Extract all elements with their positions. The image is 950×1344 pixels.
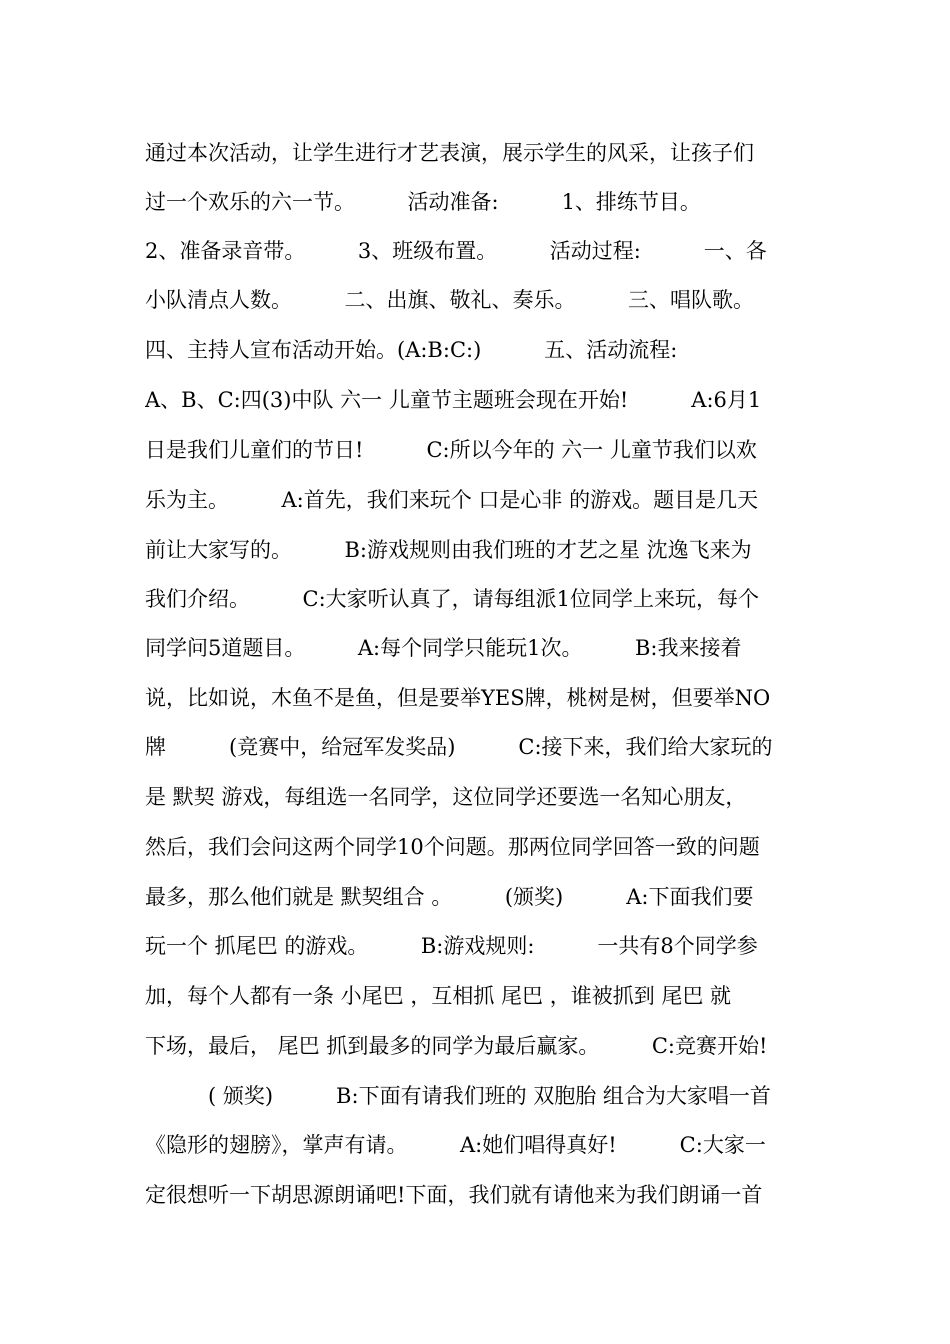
text-line: 我们介绍。 C:大家听认真了，请每组派1位同学上来玩，每个 bbox=[145, 587, 760, 611]
text-line: 说，比如说，木鱼不是鱼，但是要举YES牌，桃树是树，但要举NO bbox=[145, 686, 771, 710]
text-line: A、B、C:四(3)中队 六一 儿童节主题班会现在开始! A:6月1 bbox=[145, 388, 762, 412]
text-line: 小队清点人数。 二、出旗、敬礼、奏乐。 三、唱队歌。 bbox=[145, 288, 754, 312]
text-line: 日是我们儿童们的节日! C:所以今年的 六一 儿童节我们以欢 bbox=[145, 438, 757, 462]
text-line: 然后，我们会问这两个同学10个问题。那两位同学回答一致的问题 bbox=[145, 835, 760, 859]
text-line: 牌 (竞赛中，给冠军发奖品) C:接下来，我们给大家玩的 bbox=[145, 735, 773, 759]
text-line: 是 默契 游戏，每组选一名同学，这位同学还要选一名知心朋友， bbox=[145, 785, 747, 809]
text-line: ( 颁奖) B:下面有请我们班的 双胞胎 组合为大家唱一首 bbox=[145, 1084, 771, 1108]
text-line: 加，每个人都有一条 小尾巴 ，互相抓 尾巴 ，谁被抓到 尾巴 就 bbox=[145, 984, 732, 1008]
text-line: 乐为主。 A:首先，我们来玩个 口是心非 的游戏。题目是几天 bbox=[145, 488, 759, 512]
text-line: 2、准备录音带。 3、班级布置。 活动过程: 一、各 bbox=[145, 239, 767, 263]
text-line: 同学问5道题目。 A:每个同学只能玩1次。 B:我来接着 bbox=[145, 636, 742, 660]
text-line: 玩一个 抓尾巴 的游戏。 B:游戏规则: 一共有8个同学参 bbox=[145, 934, 758, 958]
text-line: 定很想听一下胡思源朗诵吧!下面，我们就有请他来为我们朗诵一首 bbox=[145, 1183, 763, 1207]
text-line: 最多，那么他们就是 默契组合 。 (颁奖) A:下面我们要 bbox=[145, 885, 754, 909]
text-line: 过一个欢乐的六一节。 活动准备: 1、排练节目。 bbox=[145, 190, 701, 214]
text-line: 《隐形的翅膀》，掌声有请。 A:她们唱得真好! C:大家一 bbox=[145, 1133, 766, 1157]
text-line: 下场，最后， 尾巴 抓到最多的同学为最后赢家。 C:竞赛开始! bbox=[145, 1034, 768, 1058]
text-line: 四、主持人宣布活动开始。(A:B:C:) 五、活动流程: bbox=[145, 338, 678, 362]
text-line: 前让大家写的。 B:游戏规则由我们班的才艺之星 沈逸飞来为 bbox=[145, 538, 752, 562]
text-line: 通过本次活动，让学生进行才艺表演，展示学生的风采，让孩子们 bbox=[145, 141, 754, 165]
